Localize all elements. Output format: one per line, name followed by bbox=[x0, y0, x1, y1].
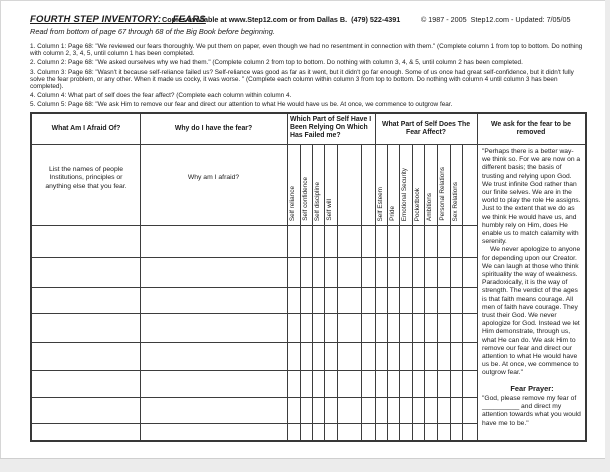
grid-line-horizontal bbox=[32, 313, 477, 314]
subcol-label-text: Sex Relations bbox=[451, 181, 459, 221]
removal-text-cell bbox=[478, 144, 585, 440]
subcol-label-text: Self discipline bbox=[313, 181, 321, 221]
col3-header: Which Part of Self Have I Been Relying On Which Has Failed me? bbox=[290, 116, 372, 140]
subcol-label-emotional-security bbox=[399, 144, 412, 225]
page-title: FOURTH STEP INVENTORY: FEARS bbox=[30, 14, 206, 25]
subcol-label-pride bbox=[387, 144, 399, 225]
subcol-label-text: Self will bbox=[326, 199, 334, 221]
grid-line-horizontal bbox=[32, 397, 477, 398]
grid-line-horizontal bbox=[32, 257, 477, 258]
subcol-label-text: Self confidence bbox=[301, 177, 309, 221]
subcol-label-text: Self Esteem bbox=[376, 186, 384, 221]
subcol-label-text: Emotional Security bbox=[401, 167, 409, 221]
fear-prayer-text: "God, please remove my fear of __________ and direct my attention towards what you would have me to be." bbox=[482, 394, 581, 427]
removal-paragraph-1: "Perhaps there is a better way- we think so. For we are now on a different basis; the basis of trusting and relying upon God. We trust infinite God rather than our finite selves. We are in the world to play the role He assigns. Just to the extent that we do as we think He would have us, and humbly rely on Him, does He enable us to match calamity with serenity. bbox=[482, 148, 581, 246]
doc-header bbox=[30, 14, 590, 26]
subcol-label-text: Pride bbox=[388, 206, 396, 221]
instruction-column-4: 4. Column 4: What part of self does the fear affect? (Complete each column within column 4. bbox=[30, 92, 292, 100]
copies-note: Copies available at www.Step12.com or from Dallas B. (479) 522-4391 bbox=[162, 15, 401, 24]
grid-line-horizontal bbox=[32, 287, 477, 288]
read-before-beginning-note: Read from bottom of page 67 through 68 of the Big Book before beginning. bbox=[30, 27, 275, 36]
subcol-label-self-reliance bbox=[287, 144, 300, 225]
grid-line-vertical bbox=[361, 144, 362, 440]
col2-header: Why do I have the fear? bbox=[174, 124, 253, 132]
grid-line-horizontal bbox=[32, 342, 477, 343]
col5-header: We ask for the fear to be removed bbox=[491, 120, 571, 136]
subcol-label-self-confidence bbox=[300, 144, 312, 225]
subcol-label-sex-relations bbox=[450, 144, 462, 225]
col1-prompt: List the names of people Institutions, principles or anything else that you fear. bbox=[45, 165, 127, 190]
instruction-column-2: 2. Column 2: Page 68: "We asked ourselves why we had them." (Complete column 2 from top to bottom. Do nothing with column 3, 4, & 5, until column 2 has been completed. bbox=[30, 59, 523, 67]
copyright-note: © 1987 - 2005 Step12.com - Updated: 7/05/05 bbox=[421, 15, 571, 24]
grid-line-vertical bbox=[337, 144, 338, 440]
removal-paragraph-2: We never apologize to anyone for depending upon our Creator. We can laugh at those who think spirituality the way of weakness. Paradoxically, it is the way of strength. The verdict of the ages is that faith means courage. All men of faith have courage. They trust their God. We never apologize for God. Instead we let Him demonstrate, through us, what He can do. We ask Him to remove our fear and direct our attention to what He would have us be. At once, we commence to outgrow fear." bbox=[482, 246, 581, 377]
col4-header: What Part of Self Does The Fear Affect? bbox=[381, 120, 471, 136]
subcol-label-text: Self reliance bbox=[289, 185, 297, 221]
subcol-label-pocketbook bbox=[412, 144, 424, 225]
subcol-label-self-will bbox=[324, 144, 337, 225]
grid-line-horizontal bbox=[32, 370, 477, 371]
subcol-label-text: Pocketbook bbox=[413, 187, 421, 221]
grid-line-horizontal bbox=[32, 225, 477, 226]
grid-line-horizontal bbox=[32, 423, 477, 424]
col2-prompt: Why am I afraid? bbox=[187, 174, 240, 182]
col1-header: What Am I Afraid Of? bbox=[51, 124, 121, 132]
instructions-list bbox=[30, 43, 587, 111]
page-right-margin bbox=[605, 0, 610, 472]
subcol-label-text: Ambitions bbox=[426, 192, 434, 221]
page-bottom-margin bbox=[0, 458, 610, 472]
subcol-label-personal-relations bbox=[437, 144, 450, 225]
subcol-label-self-esteem bbox=[375, 144, 387, 225]
instruction-column-3: 3. Column 3: Page 68: "Wasn't it because self-reliance failed us? Self-reliance was good as far as it went, but it didn't go far enough. Some of us once had great self-confidence, but it didn't fully solve the fear problem, or any other. When it made us cocky, it was worse. " (Complete each column within column 3 from top to bottom. Do nothing with column 4 until column 3 has been completed). bbox=[30, 68, 574, 91]
subcol-label-text: Personal Relations bbox=[439, 167, 447, 221]
inventory-table bbox=[30, 112, 587, 442]
subcol-label-ambitions bbox=[424, 144, 437, 225]
fear-prayer-heading: Fear Prayer: bbox=[510, 383, 554, 393]
instruction-column-5: 5. Column 5: Page 68: "We ask Him to remove our fear and direct our attention to what He would have us be. At once, we commence to outgrow fear. bbox=[30, 101, 453, 109]
subcol-label-self-discipline bbox=[312, 144, 324, 225]
grid-line-vertical bbox=[462, 144, 463, 440]
instruction-column-1: 1. Column 1: Page 68: "We reviewed our fears thoroughly. We put them on paper, even though we had no resentment in connection with them." (Complete column 1 from top to bottom. Do nothing with column 2, 3, 4, 5, until column 1 has been completed. bbox=[30, 43, 583, 58]
